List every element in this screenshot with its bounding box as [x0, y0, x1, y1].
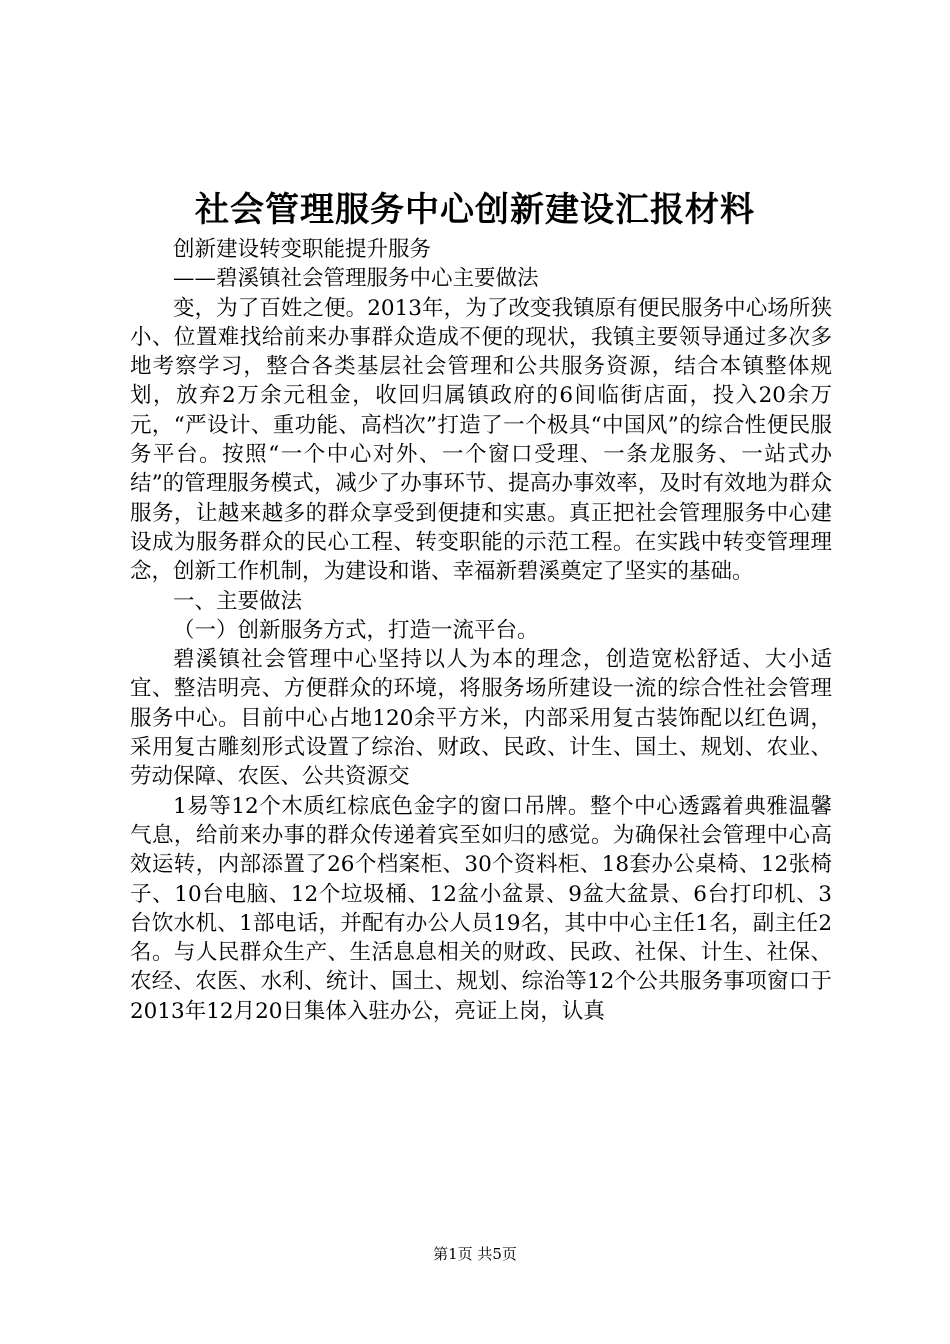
subsection-heading: （一）创新服务方式，打造一流平台。	[173, 617, 539, 643]
body-paragraph: 1易等12个木质红棕底色金字的窗口吊牌。整个中心透露着典雅温馨气息，给前来办事的群众传递着宾至如归的感觉。为确保社会管理中心高效运转，内部添置了26个档案柜、30个资料柜、18套办公桌椅、12张椅子、10台电脑、12个垃圾桶、12盆小盆景、9盆大盆景、6台打印机、3台饮水机、1部电话，并配有办公人员19名，其中中心主任1名，副主任2名。与人民群众生产、生活息息相关的财政、民政、社保、计生、社保、农经、农医、水利、统计、国土、规划、综治等12个公共服务事项窗口于2013年12月20日集体入驻办公，亮证上岗，认真	[130, 793, 832, 1024]
document-title: 社会管理服务中心创新建设汇报材料	[195, 190, 755, 230]
document-body	[130, 235, 832, 1026]
subtitle-line: 创新建设转变职能提升服务	[173, 237, 432, 262]
intro-paragraph: 变，为了百姓之便。2013年，为了改变我镇原有便民服务中心场所狭小、位置难找给前来办事群众造成不便的现状，我镇主要领导通过多次多地考察学习，整合各类基层社会管理和公共服务资源，结合本镇整体规划，放弃2万余元租金，收回归属镇政府的6间临街店面，投入20余万元，“严设计、重功能、高档次”打造了一个极具“中国风”的综合性便民服务平台。按照“一个中心对外、一个窗口受理、一条龙服务、一站式办结”的管理服务模式，减少了办事环节、提高办事效率，及时有效地为群众服务，让越来越多的群众享受到便捷和实惠。真正把社会管理服务中心建设成为服务群众的民心工程、转变职能的示范工程。在实践中转变管理理念，创新工作机制，为建设和谐、幸福新碧溪奠定了坚实的基础。	[130, 295, 832, 585]
page-number-footer: 第1页 共5页	[433, 1245, 517, 1263]
subtitle-source-line: ——碧溪镇社会管理服务中心主要做法	[173, 266, 539, 292]
section-heading: 一、主要做法	[173, 588, 303, 614]
body-paragraph: 碧溪镇社会管理中心坚持以人为本的理念，创造宽松舒适、大小适宜、整洁明亮、方便群众的环境，将服务场所建设一流的综合性社会管理服务中心。目前中心占地120余平方米，内部采用复古装饰配以红色调，采用复古雕刻形式设置了综治、财政、民政、计生、国土、规划、农业、劳动保障、农医、公共资源交	[130, 647, 832, 790]
